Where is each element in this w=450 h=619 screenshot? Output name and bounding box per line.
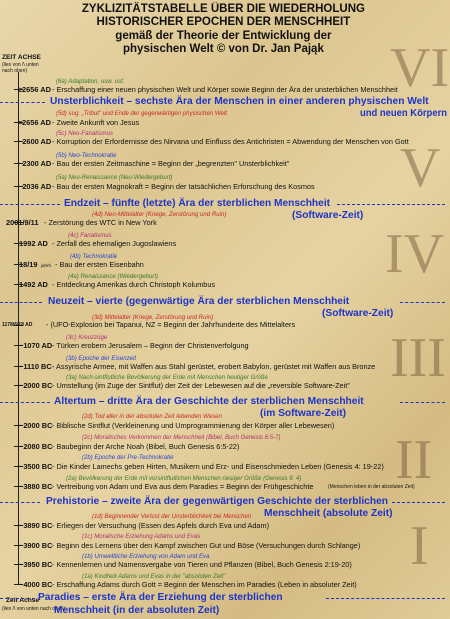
date-r4: ~2300 AD xyxy=(18,159,52,168)
sub-1a: (1a) Kindheit Adams und Evas in der "absoluten Zeit" xyxy=(82,573,226,580)
sub-1b: (1b) Umweltliche Erziehung von Adam und Eva xyxy=(82,553,210,560)
era-3-line-2: (im Software-Zeit) xyxy=(260,408,347,419)
sub-4a: (4a) Renaissance (Wiedergeburt) xyxy=(68,273,159,280)
event-r17-note: (Menschen leben in der absoluten Zeit) xyxy=(328,484,415,490)
event-r9: - Entdeckung Amerikas durch Christoph Kolumbus xyxy=(52,280,216,289)
date-r11: ~1070 AD xyxy=(19,341,53,350)
event-r15: - Baubeginn der Arche Noah (Bibel, Buch Genesis 6:5-22) xyxy=(52,442,240,451)
event-r17: - Vertreibung von Adam und Eva aus dem Paradies = Beginn der Frühgeschichte xyxy=(52,482,314,491)
date-r9: 1492 AD xyxy=(19,280,48,289)
date-r10: 1178/6/18 AD xyxy=(2,322,33,328)
era-1-line-2: Menschheit (in der absoluten Zeit) xyxy=(54,605,220,616)
sub-5b: (5b) Neo-Technokratie xyxy=(56,152,117,159)
sub-5d: (5d) sog. „Tribut" und Ende der gegenwärtigen physischen Welt xyxy=(56,110,227,117)
era-4-dash-right xyxy=(400,302,445,303)
date-r13: ~2000 BC xyxy=(19,381,53,390)
era-2-dash-left xyxy=(0,502,40,503)
sub-3a: (3a) Nach-sintflutliche Bevölkerung der Erde mit Menschen heutiger Größe xyxy=(66,374,268,381)
era-1-dash-right xyxy=(326,598,445,599)
date-r7: 1992 AD xyxy=(19,239,48,248)
date-r20: ~3950 BC xyxy=(19,560,53,569)
era-4-line-2: (Software-Zeit) xyxy=(322,308,394,319)
date-r6: 2001/9/11 xyxy=(6,218,39,227)
roman-v: V xyxy=(400,137,441,199)
title-line-1: ZYKLIZITÄTSTABELLE ÜBER DIE WIEDERHOLUNG xyxy=(81,2,365,15)
era-4-dash-left xyxy=(0,302,42,303)
sub-5a: (5a) Neu-Renaissance (Neu-Wiedergeburt) xyxy=(56,174,173,181)
axis-bottom-label: Zeit Achse xyxy=(6,597,40,604)
event-r12: - Assyrische Armee, mit Waffen aus Stahl gerüstet, erobert Babylon, gerüstet mit Waffen aus Bronze xyxy=(52,362,376,371)
date-r19: ~3900 BC xyxy=(19,541,53,550)
event-r8: - Bau der ersten Eisenbahn xyxy=(55,260,144,269)
sub-5c: (5c) Neo-Fanatismus xyxy=(56,130,113,137)
roman-vi: VI xyxy=(390,37,450,99)
date-r5: ~2036 AD xyxy=(18,182,52,191)
event-r13: - Umstellung (im Zuge der Sintflut) der Zeit der Lebewesen auf die „reversible Software-Zeit" xyxy=(52,381,350,390)
title-line-3: gemäß der Theorie der Entwicklung der xyxy=(115,29,332,42)
era-4-line-1: Neuzeit – vierte (gegenwärtige Ära der sterblichen Menschheit xyxy=(48,296,350,307)
event-r14: - Biblische Sintflut (Verkleinerung und Umprogrammierung der Körper aller Lebewesen) xyxy=(52,421,335,430)
sub-3b: (3b) Epoche der Eisenzeit xyxy=(66,355,137,362)
era-5-dash-left xyxy=(0,204,60,205)
date-r8: 18/19 xyxy=(19,260,38,269)
era-5-line-1: Endzeit – fünfte (letzte) Ära der sterblichen Menschheit xyxy=(64,198,331,209)
date-r21: ~4000 BC xyxy=(19,580,53,589)
era-3-dash-right xyxy=(400,402,445,403)
era-3-line-1: Altertum – dritte Ära der Geschichte der sterblichen Menschheit xyxy=(54,396,364,407)
sub-3d: (3d) Mittelalter (Kriege, Zerstörung und Ruin) xyxy=(92,314,214,321)
sub-4d: (4d) Neo-Mittelalter (Kriege, Zerstörung und Ruin) xyxy=(92,211,227,218)
axis-top-note: (lies von /\ unten nach oben) xyxy=(2,62,39,74)
era-1-line-1: Paradies – erste Ära der Erziehung der sterblichen xyxy=(38,592,283,603)
event-r2: - Zweite Ankunft von Jesus xyxy=(52,118,140,127)
date-r1: ≥2656 AD xyxy=(18,85,51,94)
date-r3: ~2600 AD xyxy=(18,137,52,146)
sub-3c: (3c) Kreuzzüge xyxy=(66,334,108,341)
date-r14: ~2000 BC xyxy=(19,421,53,430)
event-r10: - (UFO-Explosion bei Tapanui, NZ = Beginn der Jahrhunderte des Mittelalters xyxy=(46,320,296,329)
date-r16: ~3500 BC xyxy=(19,462,53,471)
era-2-line-1: Prehistorie – zweite Ära der gegenwärtigen Geschichte der sterblichen xyxy=(46,496,388,507)
date-r8-note: jahrh. xyxy=(41,263,53,268)
event-r5: - Bau der ersten Magnokraft = Beginn der tatsächlichen Erforschung des Kosmos xyxy=(52,182,315,191)
sub-6a: (6a) Adaptation, usw. usf. xyxy=(56,78,125,85)
sub-4b: (4b) Technokratie xyxy=(70,253,118,260)
era-1-dash-left xyxy=(0,598,35,599)
event-r1: - Erschaffung einer neuen physischen Welt und Körper sowie Beginn der Ära der unsterblichen Menschheit xyxy=(52,85,398,94)
event-r18: - Erliegen der Versuchung (Essen des Apfels durch Eva und Adam) xyxy=(52,521,270,530)
sub-4c: (4c) Fanatismus xyxy=(68,232,112,239)
axis-top-label: ZEIT ACHSE xyxy=(2,54,41,61)
event-r7: - Zerfall des ehemaligen Jugoslawiens xyxy=(52,239,177,248)
title-line-2: HISTORISCHER EPOCHEN DER MENSCHHEIT xyxy=(96,15,351,28)
roman-iii: III xyxy=(390,327,446,389)
event-r11: - Türken erobern Jerusalem – Beginn der Christenverfolgung xyxy=(52,341,249,350)
axis-bottom-note: (lies /\ von unten nach oben) xyxy=(2,606,66,612)
title-line-4: physischen Welt © von Dr. Jan Pająk xyxy=(122,42,324,55)
date-r12: ~1110 BC xyxy=(19,362,52,371)
roman-i: I xyxy=(410,515,429,577)
roman-ii: II xyxy=(395,429,433,491)
era-2-line-2: Menschheit (absolute Zeit) xyxy=(264,508,393,519)
era-5-dash-right xyxy=(337,204,445,205)
era-6-dash-left xyxy=(0,102,45,103)
era-2-dash-right xyxy=(392,502,445,503)
event-r6: - Zerstörung des WTC in New York xyxy=(44,218,157,227)
era-5-line-2: (Software-Zeit) xyxy=(292,210,364,221)
sub-2c: (2c) Moralisches Verkommen der Menschheit (Bibel, Buch Genesis 6:5-7) xyxy=(82,434,281,441)
date-r18: ~3890 BC xyxy=(19,521,53,530)
era-3-dash-left xyxy=(0,402,50,403)
event-r20: - Kennenlernen und Namensvergabe von Tieren und Pflanzen (Bibel, Buch Genesis 2:19-20) xyxy=(52,560,352,569)
event-r21: - Erschaffung Adams durch Gott = Beginn der Menschen im Paradies (Leben in absoluter Zeit) xyxy=(52,580,357,589)
sub-2a: (2a) Bevölkerung der Erde mit vorsintflutlichen Menschen riesiger Größe (Genesis 6: 4) xyxy=(66,475,302,482)
roman-iv: IV xyxy=(385,223,445,285)
event-r4: - Bau der ersten Zeitmaschine = Beginn der „begrenzten" Unsterblichkeit" xyxy=(52,159,290,168)
date-r2: ≈2656 AD xyxy=(18,118,51,127)
sub-2b: (2b) Epoche der Pre-Technokratie xyxy=(82,454,174,461)
era-6-line-1: Unsterblichkeit – sechste Ära der Menschen in einer anderen physischen Welt xyxy=(50,96,429,107)
event-r3: - Korruption der Erfordernisse des Nirvana und Einfluss des Antichristen = Abwendung der Menschen von Gott xyxy=(52,137,409,146)
sub-2d: (2d) Tod aller in der absoluten Zeit lebenden Wesen xyxy=(82,413,222,420)
date-r17: ~3880 BC xyxy=(19,482,53,491)
date-r15: ~2080 BC xyxy=(19,442,53,451)
sub-1d: (1d) Beginnender Verlust der Unsterblichkeit bei Menschen xyxy=(92,513,252,520)
event-r16: - Die Kinder Lamechs geben Hirten, Musikern und Erz- und Eisenschmieden Leben (Genesis 4: 19-22) xyxy=(52,462,384,471)
era-6-line-2: und neuen Körpern xyxy=(360,108,448,119)
time-axis-line xyxy=(18,72,19,584)
event-r19: - Beginn des Lernens über den Kampf zwischen Gut und Böse (Versuchungen durch Schlange) xyxy=(52,541,361,550)
sub-1c: (1c) Moralische Erziehung Adams und Evas xyxy=(82,533,201,540)
